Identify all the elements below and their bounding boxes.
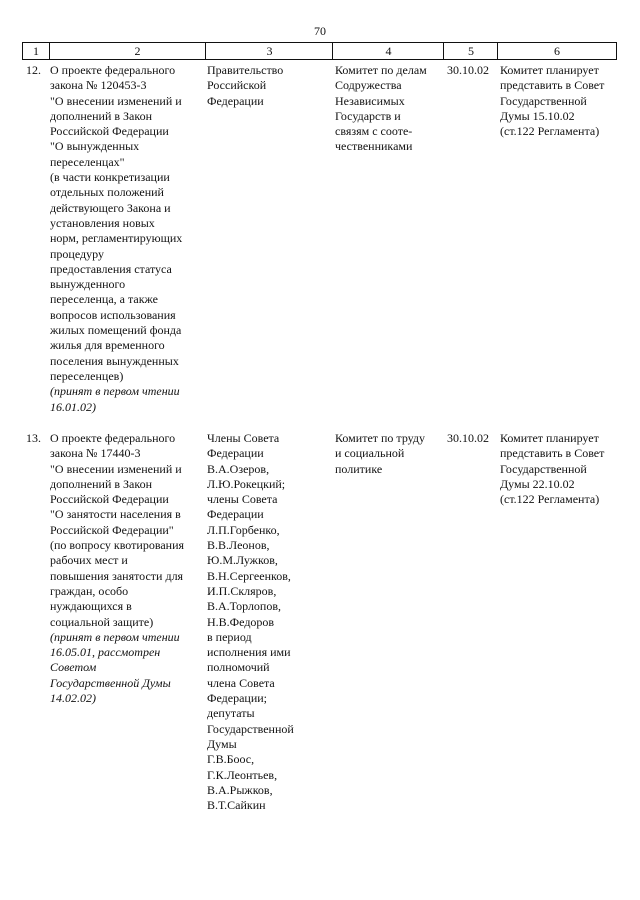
initiator-line: Ю.М.Лужков, bbox=[207, 553, 278, 568]
initiator-line: В.Н.Сергеенков, bbox=[207, 568, 291, 583]
note-line: представить в Совет bbox=[500, 446, 605, 461]
note-line: (ст.122 Регламента) bbox=[500, 492, 600, 507]
committee-line: Государств и bbox=[335, 108, 401, 123]
title-line: 16.05.01, рассмотрен bbox=[50, 645, 161, 660]
note-cell bbox=[500, 431, 616, 507]
initiator-line: члены Совета bbox=[207, 492, 278, 507]
initiator-line: Федерации bbox=[207, 507, 264, 522]
column-number-1: 1 bbox=[33, 44, 39, 58]
title-line: О проекте федерального bbox=[50, 63, 176, 77]
committee-line: и социальной bbox=[335, 446, 405, 461]
note-line: Государственной bbox=[500, 93, 587, 108]
title-line: переселенцах" bbox=[50, 154, 125, 169]
page-number: 70 bbox=[314, 24, 326, 38]
title-line: рабочих мест и bbox=[50, 553, 128, 568]
title-line: 16.01.02) bbox=[50, 399, 96, 414]
title-line: О проекте федерального bbox=[50, 431, 176, 445]
initiator-line: Думы bbox=[207, 736, 237, 751]
initiator-line: Г.К.Леонтьев, bbox=[207, 767, 278, 782]
committee-cell bbox=[335, 63, 447, 155]
title-line: норм, регламентирующих bbox=[50, 231, 183, 246]
title-line: жилых помещений фонда bbox=[50, 323, 182, 338]
initiator-line: Российской bbox=[207, 78, 267, 93]
column-number-4: 4 bbox=[385, 44, 392, 58]
title-line: нуждающихся в bbox=[50, 599, 132, 614]
title-line: предоставления статуса bbox=[50, 261, 172, 276]
title-line: дополнений в Закон bbox=[50, 108, 153, 123]
initiator-line: В.А.Рыжков, bbox=[207, 782, 273, 797]
committee-line: политике bbox=[335, 461, 383, 476]
date-cell: 30.10.02 bbox=[447, 431, 489, 445]
column-number-3: 3 bbox=[266, 44, 273, 58]
title-line: Российской Федерации bbox=[50, 124, 169, 139]
title-line: (в части конкретизации bbox=[50, 170, 170, 185]
title-line: поселения вынужденных bbox=[50, 353, 179, 368]
title-line: закона № 17440-3 bbox=[50, 446, 141, 461]
column-number-6: 6 bbox=[554, 44, 560, 58]
initiator-line: Н.В.Федоров bbox=[207, 614, 275, 629]
committee-cell bbox=[335, 431, 447, 477]
date-cell: 30.10.02 bbox=[447, 63, 489, 77]
note-line: представить в Совет bbox=[500, 78, 605, 93]
committee-line: Комитет по труду bbox=[335, 431, 426, 445]
title-line: граждан, особо bbox=[50, 583, 129, 598]
title-line: отдельных положений bbox=[50, 185, 164, 200]
committee-line: Комитет по делам bbox=[335, 63, 427, 77]
title-line: (принят в первом чтении bbox=[50, 629, 180, 644]
title-line: (принят в первом чтении bbox=[50, 384, 180, 399]
title-line: (по вопросу квотирования bbox=[50, 538, 185, 553]
committee-line: Содружества bbox=[335, 78, 402, 93]
initiator-cell bbox=[207, 431, 329, 813]
initiator-line: Федерации; bbox=[207, 691, 268, 706]
title-line: повышения занятости для bbox=[50, 568, 184, 583]
note-line: (ст.122 Регламента) bbox=[500, 124, 600, 139]
row-number: 13. bbox=[26, 431, 41, 445]
initiator-line: Федерации bbox=[207, 93, 264, 108]
row-number: 12. bbox=[26, 63, 41, 77]
initiator-line: Г.В.Боос, bbox=[207, 752, 255, 767]
title-line: "О занятости населения в bbox=[50, 507, 181, 522]
initiator-cell bbox=[207, 63, 329, 109]
title-line: действующего Закона и bbox=[50, 200, 171, 215]
title-line: "О внесении изменений и bbox=[50, 461, 182, 476]
title-line: 14.02.02) bbox=[50, 691, 96, 706]
initiator-line: В.А.Торлопов, bbox=[207, 599, 282, 614]
title-line: вопросов использования bbox=[50, 307, 176, 322]
title-line: "О внесении изменений и bbox=[50, 93, 182, 108]
title-line: дополнений в Закон bbox=[50, 476, 153, 491]
initiator-line: Л.П.Горбенко, bbox=[207, 522, 280, 537]
initiator-line: В.А.Озеров, bbox=[207, 461, 270, 476]
initiator-line: в период bbox=[207, 629, 252, 644]
column-number-5: 5 bbox=[468, 44, 474, 58]
committee-line: Независимых bbox=[335, 93, 405, 108]
initiator-line: В.Т.Сайкин bbox=[207, 798, 266, 813]
title-line: социальной защите) bbox=[50, 614, 154, 629]
note-line: Государственной bbox=[500, 461, 587, 476]
column-number-header-row bbox=[22, 42, 617, 60]
title-line: Государственной Думы bbox=[50, 675, 171, 690]
initiator-line: В.В.Леонов, bbox=[207, 538, 270, 553]
initiator-line: члена Совета bbox=[207, 675, 275, 690]
note-line: Думы 22.10.02 bbox=[500, 476, 575, 491]
title-line: "О вынужденных bbox=[50, 139, 140, 154]
bill-title-cell bbox=[50, 63, 202, 415]
title-line: установления новых bbox=[50, 215, 155, 230]
initiator-line: Члены Совета bbox=[207, 431, 280, 445]
title-line: переселенца, а также bbox=[50, 292, 158, 307]
committee-line: чественниками bbox=[335, 139, 413, 154]
title-line: вынужденного bbox=[50, 277, 126, 292]
initiator-line: депутаты bbox=[207, 706, 255, 721]
note-line: Думы 15.10.02 bbox=[500, 108, 575, 123]
title-line: закона № 120453-3 bbox=[50, 78, 147, 93]
title-line: Российской Федерации bbox=[50, 492, 169, 507]
initiator-line: Л.Ю.Рокецкий; bbox=[207, 476, 286, 491]
initiator-line: Государственной bbox=[207, 721, 294, 736]
title-line: Российской Федерации" bbox=[50, 522, 174, 537]
note-line: Комитет планирует bbox=[500, 63, 599, 77]
title-line: жилья для временного bbox=[50, 338, 165, 353]
column-number-2: 2 bbox=[134, 44, 141, 58]
initiator-line: Федерации bbox=[207, 446, 264, 461]
note-cell bbox=[500, 63, 616, 139]
title-line: переселенцев) bbox=[50, 368, 124, 383]
initiator-line: И.П.Скляров, bbox=[207, 583, 277, 598]
committee-line: связям с соотe- bbox=[335, 124, 413, 139]
note-line: Комитет планирует bbox=[500, 431, 599, 445]
bill-title-cell bbox=[50, 431, 202, 706]
title-line: Советом bbox=[50, 660, 97, 675]
title-line: процедуру bbox=[50, 246, 104, 261]
initiator-line: исполнения ими bbox=[207, 645, 291, 660]
initiator-line: Правительство bbox=[207, 63, 284, 77]
initiator-line: полномочий bbox=[207, 660, 270, 675]
